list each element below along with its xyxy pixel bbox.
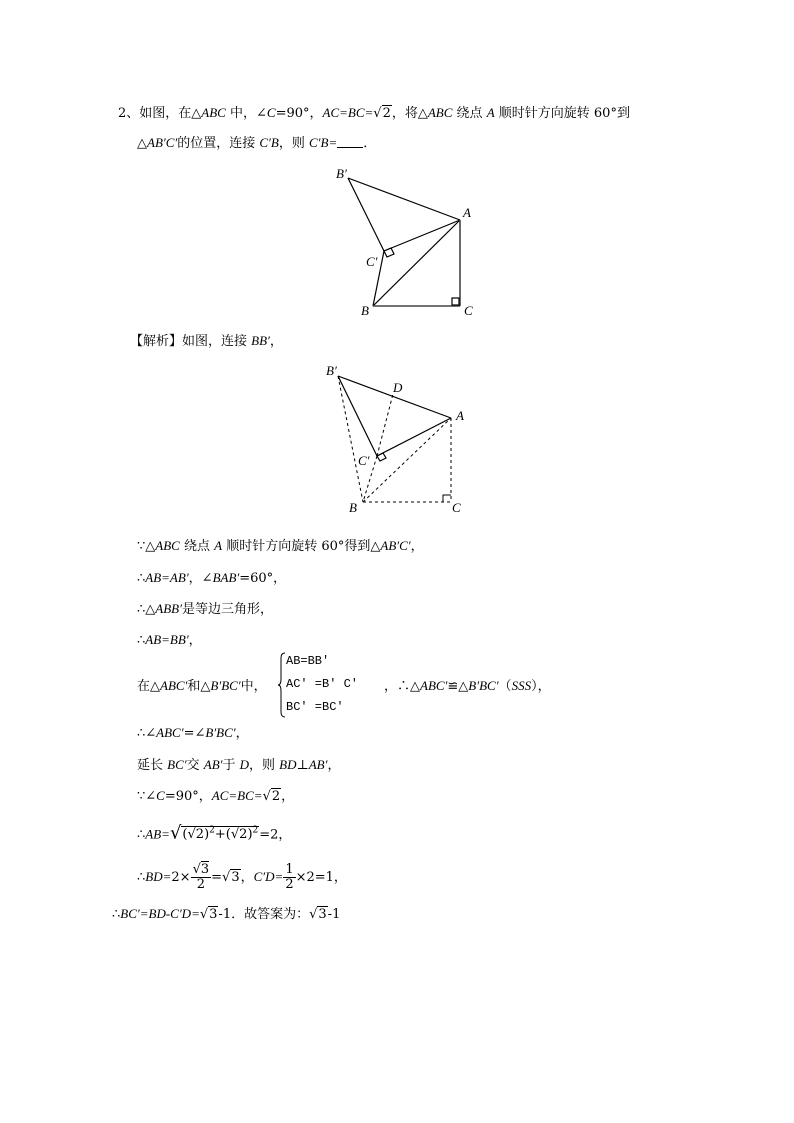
- sqrt: √3: [199, 907, 218, 922]
- var: ABC: [155, 538, 180, 553]
- text: ．: [363, 136, 377, 151]
- equation-system: [278, 652, 398, 718]
- denominator: 2: [196, 877, 205, 892]
- var: ABC′: [156, 725, 184, 740]
- text: ∴: [137, 633, 146, 648]
- text: 2×: [171, 870, 191, 885]
- system-row-3: BC′ =BC′: [286, 700, 344, 714]
- problem-line-2: [137, 134, 376, 153]
- text: ，: [188, 633, 202, 648]
- text: =90°，: [275, 106, 323, 121]
- solution-line-6: [137, 724, 249, 743]
- text: =90°，: [164, 789, 212, 804]
- label-b: B: [349, 500, 357, 515]
- var: AB′: [203, 757, 223, 772]
- text: ，: [327, 758, 341, 773]
- solution-line-4: [137, 631, 202, 650]
- var: A: [486, 105, 495, 120]
- outer-radicand: $(√2)^2+(√2)^2$: [182, 826, 259, 843]
- solution-line-2: [137, 569, 286, 588]
- text: 在△: [137, 679, 160, 694]
- problem-number: 2、: [118, 106, 140, 121]
- radicand: 2: [271, 789, 281, 804]
- text: ∴: [137, 571, 146, 586]
- text: ∴: [137, 827, 146, 843]
- label-b: B: [361, 303, 369, 318]
- radicand: 3: [231, 870, 240, 885]
- var: BB′: [251, 333, 270, 348]
- denominator: 2: [285, 877, 294, 892]
- solution-line-1: [137, 537, 424, 556]
- text: +(: [214, 827, 231, 843]
- radicand: 3: [318, 907, 327, 922]
- var: B′BC′: [205, 725, 236, 740]
- text: ，: [410, 539, 424, 554]
- text: 的位置，连接: [177, 136, 260, 151]
- var: BC′: [167, 757, 187, 772]
- figure-2: [320, 355, 470, 515]
- var: ABB′: [155, 601, 182, 616]
- var: C′B: [259, 135, 279, 150]
- var: BAB′: [212, 570, 240, 585]
- text: ，: [235, 726, 249, 741]
- text: 于: [222, 758, 240, 773]
- text: ×2=1，: [295, 870, 347, 885]
- text: ，: [281, 789, 295, 804]
- text: ），: [531, 679, 551, 694]
- figure-1: [330, 160, 480, 320]
- exponent: 2: [209, 826, 215, 836]
- text: 是等边三角形，: [181, 602, 273, 617]
- var: BD=: [145, 869, 172, 884]
- solution-line-7: [137, 756, 340, 775]
- var: ABC′: [160, 678, 188, 693]
- var: C′D=: [253, 869, 284, 884]
- var: BD: [279, 757, 297, 772]
- solution-line-3: [137, 600, 273, 619]
- radicand: 2: [239, 827, 248, 843]
- radicand: 2: [195, 827, 205, 843]
- text: 中，: [240, 679, 267, 694]
- text: ∴: [112, 907, 121, 922]
- label-c: C: [464, 303, 473, 318]
- label-d: D: [393, 380, 403, 395]
- radicand: 3: [200, 862, 210, 877]
- var: B′BC′: [210, 678, 241, 693]
- var: AB′C′: [380, 538, 411, 553]
- analysis-heading: [130, 332, 283, 351]
- text: ，∠: [188, 571, 213, 586]
- label-c: C: [452, 500, 461, 515]
- var: C′B=: [309, 135, 338, 150]
- text: ，则: [249, 758, 280, 773]
- text: 延长: [137, 758, 168, 773]
- text: (: [182, 827, 188, 843]
- triangle-symbol: △: [137, 136, 147, 151]
- exponent: 2: [252, 826, 259, 836]
- solution-line-5: [137, 677, 267, 696]
- solution-line-8: [137, 787, 294, 806]
- congruent-symbol: ≌△: [447, 679, 469, 694]
- text: =60°，: [239, 571, 287, 586]
- text: 绕点: [452, 106, 487, 121]
- sqrt: √2: [373, 106, 391, 121]
- fraction: [191, 863, 212, 892]
- text: -1．故答案为：: [218, 907, 310, 922]
- label-c-prime: C′: [358, 453, 370, 468]
- text: （: [498, 679, 512, 694]
- perp-symbol: ⊥: [296, 758, 309, 773]
- system-row-2: AC′ =B′ C′: [286, 677, 359, 691]
- system-row-1: AB=BB′: [286, 654, 330, 668]
- outer-sqrt: $√(√2)^2+(√2)^2$: [169, 822, 259, 844]
- text: ∵∠: [137, 789, 157, 804]
- var: ABC: [427, 105, 453, 120]
- sqrt: √2: [262, 789, 281, 804]
- figure-2-diagram: [320, 355, 470, 515]
- var: B′BC′: [468, 678, 499, 693]
- text: ∴△: [137, 602, 156, 617]
- var: AB′C′: [147, 135, 178, 150]
- text: ∵△: [137, 539, 156, 554]
- numerator: √3: [192, 862, 210, 877]
- solution-line-5-conclusion: [384, 677, 551, 696]
- text: 绕点: [179, 539, 215, 554]
- text: ，: [269, 334, 283, 349]
- solution-line-9: [137, 822, 291, 844]
- label-b-prime: B′: [336, 166, 347, 181]
- var: BC′=BD-C′D=: [120, 906, 200, 921]
- figure-1-diagram: [330, 160, 480, 320]
- var: AB=: [145, 826, 170, 842]
- sqrt: √3: [309, 907, 327, 922]
- text: ，则: [278, 136, 309, 151]
- var: A: [214, 538, 223, 553]
- fraction: [283, 863, 295, 892]
- radicand: 2: [382, 106, 391, 121]
- text: ): [204, 827, 210, 843]
- text: =∠: [183, 726, 206, 741]
- label-c-prime: C′: [366, 254, 378, 269]
- text: -1: [327, 907, 341, 922]
- label-a: A: [456, 408, 464, 423]
- text: ，: [240, 870, 254, 885]
- label-a: A: [463, 205, 471, 220]
- var: C: [266, 105, 276, 120]
- numerator: 1: [285, 862, 294, 877]
- triangle-symbol: △: [191, 106, 202, 121]
- solution-line-10: [137, 863, 347, 892]
- answer-blank: [337, 135, 363, 148]
- text: 【解析】如图，连接: [130, 334, 252, 349]
- text: =: [211, 870, 223, 885]
- label-b-prime: B′: [326, 363, 337, 378]
- text: 中，∠: [225, 106, 267, 121]
- var: AB=AB′: [145, 570, 189, 585]
- var: AB=BB′: [145, 632, 189, 647]
- text: ，∴△: [384, 679, 420, 694]
- var: AC=BC=: [211, 788, 263, 803]
- text: 和△: [187, 679, 211, 694]
- text: ∴: [137, 870, 146, 885]
- var: AB′: [308, 757, 328, 772]
- text: =2，: [259, 827, 292, 843]
- text: 顺时针方向旋转 60°得到△: [222, 539, 381, 554]
- problem-line-1: [118, 104, 630, 123]
- text: ∴∠: [137, 726, 157, 741]
- var: SSS: [511, 678, 532, 693]
- text: 如图，在: [139, 106, 192, 121]
- solution-line-11: [112, 905, 340, 924]
- var: ABC: [201, 105, 226, 120]
- radicand: 3: [209, 907, 218, 922]
- text: 顺时针方向旋转 60°到: [494, 106, 630, 121]
- text: ): [247, 827, 253, 843]
- var: C: [156, 788, 165, 803]
- text: ，将△: [391, 106, 428, 121]
- var: AC=BC=: [322, 105, 374, 120]
- var: ABC′: [420, 678, 448, 693]
- sqrt: √3: [222, 870, 240, 885]
- left-brace-icon: [278, 652, 286, 718]
- text: 交: [186, 758, 204, 773]
- var: D: [239, 757, 250, 772]
